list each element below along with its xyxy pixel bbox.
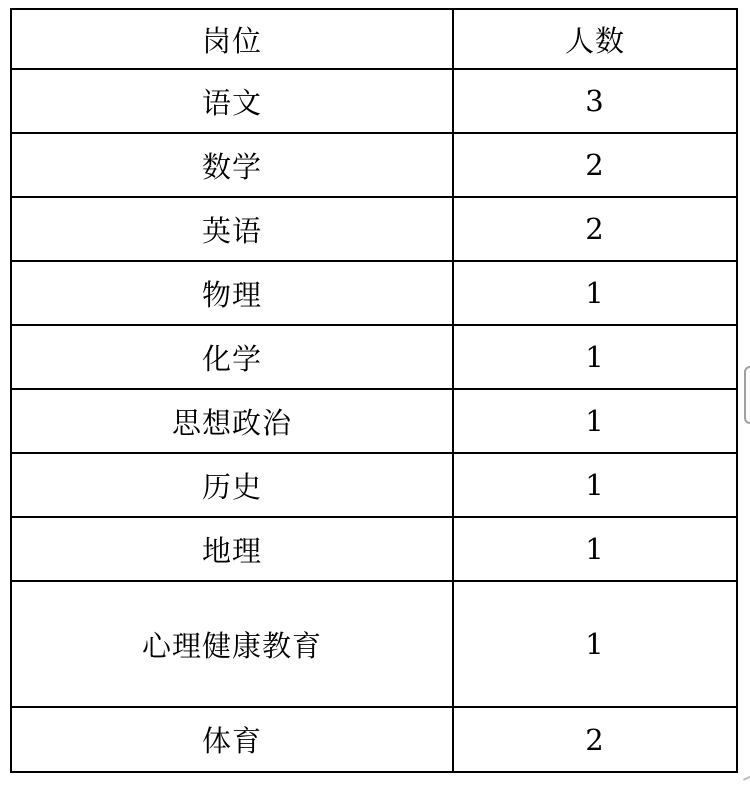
table-row (11, 197, 737, 261)
count-cell: 3 (453, 69, 737, 133)
count-cell: 1 (453, 453, 737, 517)
position-cell: 心理健康教育 (11, 581, 453, 707)
position-cell: 英语 (11, 197, 453, 261)
position-cell: 化学 (11, 325, 453, 389)
position-cell: 思想政治 (11, 389, 453, 453)
table-row (11, 69, 737, 133)
count-cell: 2 (453, 133, 737, 197)
position-cell: 历史 (11, 453, 453, 517)
position-cell: 物理 (11, 261, 453, 325)
column-header-count: 人数 (453, 9, 737, 69)
position-cell: 语文 (11, 69, 453, 133)
count-cell: 1 (453, 389, 737, 453)
table-row (11, 707, 737, 772)
table-row (11, 581, 737, 707)
table-row (11, 517, 737, 581)
table-row (11, 325, 737, 389)
column-header-position: 岗位 (11, 9, 453, 69)
table-row (11, 133, 737, 197)
header-row (11, 9, 737, 69)
table-row (11, 261, 737, 325)
vertical-scrollbar-thumb[interactable] (744, 366, 750, 424)
count-cell: 1 (453, 581, 737, 707)
count-cell: 2 (453, 707, 737, 772)
count-cell: 2 (453, 197, 737, 261)
position-cell: 地理 (11, 517, 453, 581)
table-body (11, 69, 737, 772)
count-cell: 1 (453, 325, 737, 389)
count-cell: 1 (453, 517, 737, 581)
position-cell: 体育 (11, 707, 453, 772)
table-header (11, 9, 737, 69)
position-cell: 数学 (11, 133, 453, 197)
table-row (11, 389, 737, 453)
count-cell: 1 (453, 261, 737, 325)
recruitment-table (10, 8, 738, 773)
table-row (11, 453, 737, 517)
corner-resize-mark (743, 775, 750, 781)
